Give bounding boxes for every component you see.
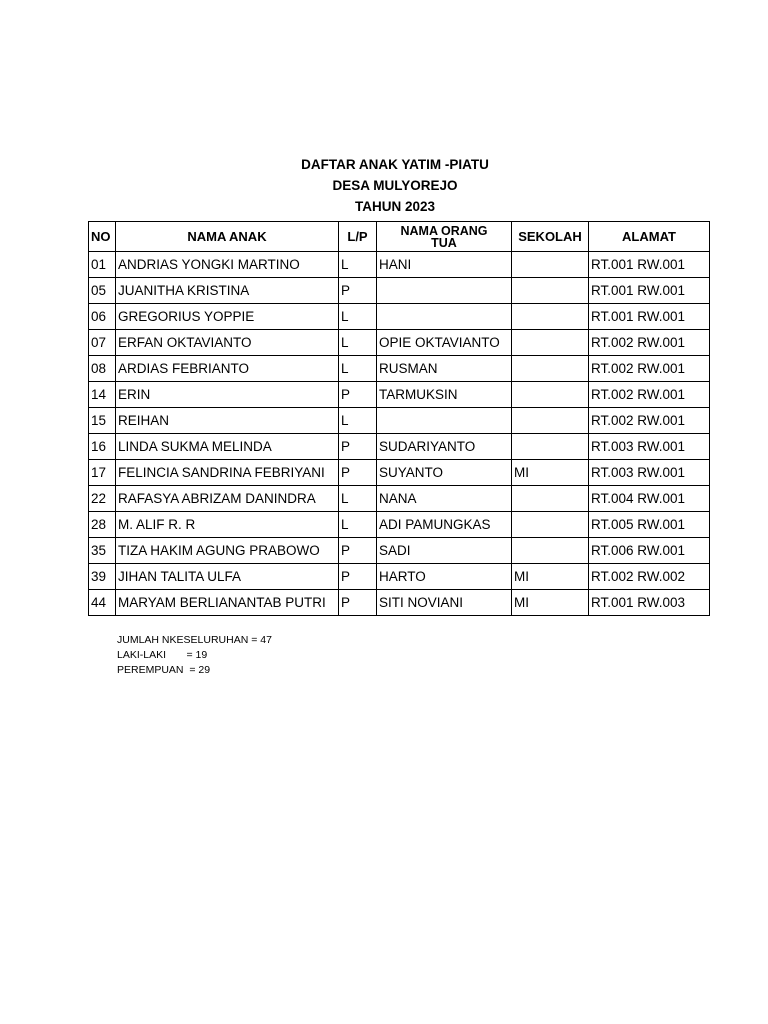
cell-lp: L	[339, 408, 377, 434]
cell-sekolah	[512, 330, 589, 356]
cell-nama-anak: GREGORIUS YOPPIE	[116, 304, 339, 330]
cell-sekolah	[512, 486, 589, 512]
cell-nama-anak: JIHAN TALITA ULFA	[116, 564, 339, 590]
table-row	[89, 356, 710, 382]
cell-lp: P	[339, 564, 377, 590]
header-sekolah: SEKOLAH	[512, 222, 589, 252]
cell-lp: P	[339, 590, 377, 616]
cell-nama-anak: ERFAN OKTAVIANTO	[116, 330, 339, 356]
cell-nama-orang-tua: OPIE OKTAVIANTO	[377, 330, 512, 356]
title-line-2: DESA MULYOREJO	[332, 178, 458, 193]
table-row	[89, 408, 710, 434]
cell-nama-orang-tua	[377, 278, 512, 304]
cell-sekolah	[512, 434, 589, 460]
table-row	[89, 304, 710, 330]
cell-nama-orang-tua: HANI	[377, 252, 512, 278]
table-row	[89, 538, 710, 564]
cell-alamat: RT.001 RW.001	[589, 304, 710, 330]
cell-lp: P	[339, 434, 377, 460]
cell-no: 08	[89, 356, 116, 382]
table-row	[89, 564, 710, 590]
summary-block	[117, 633, 272, 678]
cell-sekolah	[512, 252, 589, 278]
cell-nama-orang-tua: NANA	[377, 486, 512, 512]
table-body	[89, 252, 710, 616]
table-row	[89, 460, 710, 486]
cell-no: 05	[89, 278, 116, 304]
cell-nama-anak: M. ALIF R. R	[116, 512, 339, 538]
header-nama-orang-tua-line2: TUA	[431, 236, 457, 250]
table-row	[89, 382, 710, 408]
cell-alamat: RT.004 RW.001	[589, 486, 710, 512]
cell-lp: L	[339, 512, 377, 538]
cell-nama-orang-tua: SUDARIYANTO	[377, 434, 512, 460]
header-no: NO	[89, 222, 116, 252]
cell-nama-orang-tua: ADI PAMUNGKAS	[377, 512, 512, 538]
cell-nama-anak: TIZA HAKIM AGUNG PRABOWO	[116, 538, 339, 564]
table-row	[89, 590, 710, 616]
cell-alamat: RT.005 RW.001	[589, 512, 710, 538]
cell-alamat: RT.002 RW.001	[589, 356, 710, 382]
cell-nama-orang-tua: HARTO	[377, 564, 512, 590]
cell-alamat: RT.002 RW.002	[589, 564, 710, 590]
cell-no: 14	[89, 382, 116, 408]
cell-sekolah: MI	[512, 590, 589, 616]
cell-nama-anak: REIHAN	[116, 408, 339, 434]
cell-no: 44	[89, 590, 116, 616]
cell-no: 17	[89, 460, 116, 486]
cell-alamat: RT.002 RW.001	[589, 330, 710, 356]
cell-no: 07	[89, 330, 116, 356]
cell-nama-orang-tua	[377, 304, 512, 330]
table-header-row	[89, 222, 710, 252]
cell-nama-orang-tua: SITI NOVIANI	[377, 590, 512, 616]
cell-alamat: RT.001 RW.003	[589, 590, 710, 616]
cell-lp: L	[339, 486, 377, 512]
cell-alamat: RT.002 RW.001	[589, 408, 710, 434]
table-row	[89, 330, 710, 356]
cell-sekolah	[512, 278, 589, 304]
document-title	[0, 154, 768, 217]
cell-alamat: RT.003 RW.001	[589, 460, 710, 486]
cell-nama-anak: ANDRIAS YONGKI MARTINO	[116, 252, 339, 278]
cell-lp: L	[339, 330, 377, 356]
cell-nama-anak: JUANITHA KRISTINA	[116, 278, 339, 304]
header-nama-orang-tua-line1: NAMA ORANG	[400, 224, 488, 238]
cell-lp: L	[339, 304, 377, 330]
cell-nama-anak: MARYAM BERLIANANTAB PUTRI	[116, 590, 339, 616]
table-row	[89, 278, 710, 304]
cell-nama-orang-tua: SUYANTO	[377, 460, 512, 486]
cell-lp: P	[339, 382, 377, 408]
cell-sekolah: MI	[512, 460, 589, 486]
cell-no: 06	[89, 304, 116, 330]
cell-sekolah	[512, 408, 589, 434]
cell-lp: L	[339, 252, 377, 278]
table-row	[89, 434, 710, 460]
cell-nama-orang-tua: TARMUKSIN	[377, 382, 512, 408]
cell-lp: P	[339, 278, 377, 304]
cell-lp: P	[339, 460, 377, 486]
cell-no: 35	[89, 538, 116, 564]
cell-no: 28	[89, 512, 116, 538]
cell-sekolah	[512, 356, 589, 382]
cell-no: 01	[89, 252, 116, 278]
cell-lp: L	[339, 356, 377, 382]
cell-nama-anak: RAFASYA ABRIZAM DANINDRA	[116, 486, 339, 512]
cell-sekolah	[512, 304, 589, 330]
summary-total: JUMLAH NKESELURUHAN = 47	[117, 634, 272, 646]
cell-nama-orang-tua: SADI	[377, 538, 512, 564]
cell-no: 16	[89, 434, 116, 460]
table-row	[89, 512, 710, 538]
title-line-1: DAFTAR ANAK YATIM -PIATU	[301, 157, 489, 172]
cell-alamat: RT.001 RW.001	[589, 252, 710, 278]
header-alamat: ALAMAT	[589, 222, 710, 252]
cell-alamat: RT.006 RW.001	[589, 538, 710, 564]
header-nama-orang-tua	[377, 222, 512, 252]
cell-nama-orang-tua: RUSMAN	[377, 356, 512, 382]
cell-alamat: RT.002 RW.001	[589, 382, 710, 408]
cell-alamat: RT.001 RW.001	[589, 278, 710, 304]
title-line-3: TAHUN 2023	[354, 199, 436, 214]
summary-female: PEREMPUAN = 29	[117, 664, 211, 676]
cell-nama-anak: ERIN	[116, 382, 339, 408]
cell-sekolah	[512, 382, 589, 408]
cell-sekolah	[512, 512, 589, 538]
cell-sekolah: MI	[512, 564, 589, 590]
header-nama-anak: NAMA ANAK	[116, 222, 339, 252]
summary-male: LAKI-LAKI = 19	[117, 649, 208, 661]
orphan-list-table	[88, 221, 710, 616]
cell-lp: P	[339, 538, 377, 564]
cell-sekolah	[512, 538, 589, 564]
cell-no: 15	[89, 408, 116, 434]
cell-no: 39	[89, 564, 116, 590]
header-lp: L/P	[339, 222, 377, 252]
cell-nama-anak: ARDIAS FEBRIANTO	[116, 356, 339, 382]
table-row	[89, 486, 710, 512]
table-row	[89, 252, 710, 278]
cell-nama-orang-tua	[377, 408, 512, 434]
cell-nama-anak: LINDA SUKMA MELINDA	[116, 434, 339, 460]
cell-nama-anak: FELINCIA SANDRINA FEBRIYANI	[116, 460, 339, 486]
cell-alamat: RT.003 RW.001	[589, 434, 710, 460]
cell-no: 22	[89, 486, 116, 512]
